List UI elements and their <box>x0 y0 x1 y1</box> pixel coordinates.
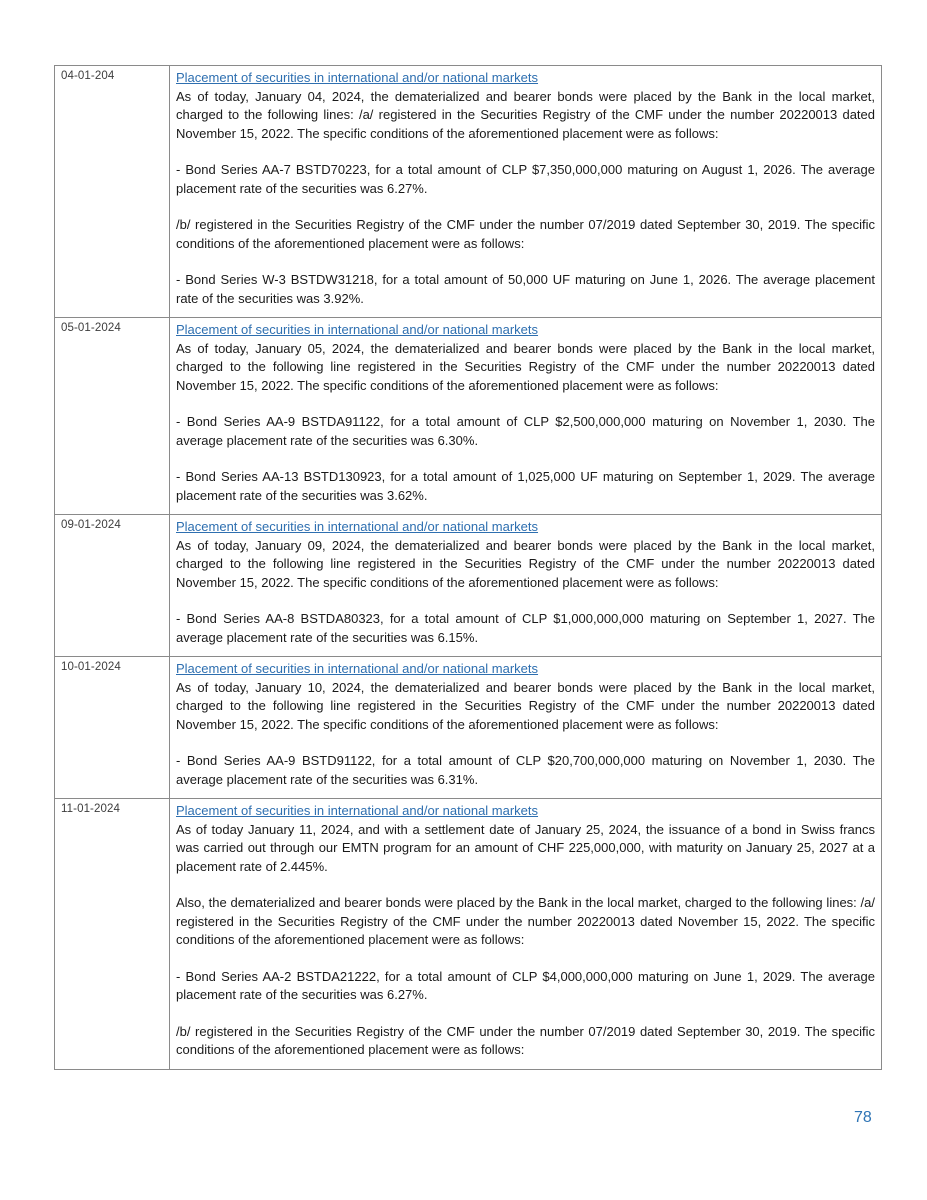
event-date: 09-01-2024 <box>55 515 170 657</box>
event-date: 11-01-2024 <box>55 799 170 1070</box>
event-date: 05-01-2024 <box>55 318 170 515</box>
table-row <box>55 799 882 1070</box>
event-date: 10-01-2024 <box>55 657 170 799</box>
table-row <box>55 657 882 799</box>
placement-link[interactable]: Placement of securities in international and/or national markets <box>176 322 539 337</box>
placement-link[interactable]: Placement of securities in international and/or national markets <box>176 803 539 818</box>
page-number: 78 <box>854 1109 872 1126</box>
table-row <box>55 66 882 318</box>
event-paragraph: As of today, January 09, 2024, the dematerialized and bearer bonds were placed by the Bank in the local market, charged to the following line registered in the Securities Registry of the CMF under the number 20220013 dated November 15, 2022. The specific conditions of the aforementioned placement were as follows: <box>176 537 875 590</box>
event-paragraph: - Bond Series AA-7 BSTD70223, for a total amount of CLP $7,350,000,000 maturing on August 1, 2026. The average placement rate of the securities was 6.27%. <box>176 162 875 196</box>
event-content <box>170 657 882 799</box>
event-content <box>170 318 882 515</box>
event-date: 04-01-204 <box>55 66 170 318</box>
event-paragraph: As of today, January 04, 2024, the dematerialized and bearer bonds were placed by the Bank in the local market, charged to the following lines: /a/ registered in the Securities Registry of the CMF under the number 20220013 dated November 15, 2022. The specific conditions of the aforementioned placement were as follows: <box>176 88 875 141</box>
material-events-table <box>54 65 882 1070</box>
placement-link[interactable]: Placement of securities in international and/or national markets <box>176 661 539 676</box>
event-paragraph: - Bond Series W-3 BSTDW31218, for a total amount of 50,000 UF maturing on June 1, 2026. The average placement rate of the securities was 3.92%. <box>176 272 875 306</box>
event-paragraph: Also, the dematerialized and bearer bonds were placed by the Bank in the local market, charged to the following lines: /a/ registered in the Securities Registry of the CMF under the number 20220013 dated November 15, 2022. The specific conditions of the aforementioned placement were as follows: <box>176 895 875 947</box>
event-paragraph: As of today, January 10, 2024, the dematerialized and bearer bonds were placed by the Bank in the local market, charged to the following line registered in the Securities Registry of the CMF under the number 20220013 dated November 15, 2022. The specific conditions of the aforementioned placement were as follows: <box>176 679 875 732</box>
event-paragraph: - Bond Series AA-8 BSTDA80323, for a total amount of CLP $1,000,000,000 maturing on September 1, 2027. The average placement rate of the securities was 6.15%. <box>176 611 875 645</box>
event-paragraph: - Bond Series AA-13 BSTD130923, for a total amount of 1,025,000 UF maturing on September 1, 2029. The average placement rate of the securities was 3.62%. <box>176 469 875 503</box>
event-paragraph: /b/ registered in the Securities Registry of the CMF under the number 07/2019 dated September 30, 2019. The specific conditions of the aforementioned placement were as follows: <box>176 1023 875 1057</box>
table-row <box>55 515 882 657</box>
event-content <box>170 515 882 657</box>
event-paragraph: - Bond Series AA-2 BSTDA21222, for a total amount of CLP $4,000,000,000 maturing on June 1, 2029. The average placement rate of the securities was 6.27%. <box>176 968 875 1002</box>
event-paragraph: /b/ registered in the Securities Registry of the CMF under the number 07/2019 dated September 30, 2019. The specific conditions of the aforementioned placement were as follows: <box>176 217 875 251</box>
placement-link[interactable]: Placement of securities in international and/or national markets <box>176 519 539 534</box>
table-row <box>55 318 882 515</box>
event-paragraph: As of today, January 05, 2024, the dematerialized and bearer bonds were placed by the Bank in the local market, charged to the following line registered in the Securities Registry of the CMF under the number 20220013 dated November 15, 2022. The specific conditions of the aforementioned placement were as follows: <box>176 340 875 393</box>
event-paragraph: As of today January 11, 2024, and with a settlement date of January 25, 2024, the issuance of a bond in Swiss francs was carried out through our EMTN program for an amount of CHF 225,000,000, with maturity on January 25, 2027 at a placement rate of 2.445%. <box>176 821 875 874</box>
placement-link[interactable]: Placement of securities in international and/or national markets <box>176 70 539 85</box>
event-content <box>170 799 882 1070</box>
event-content <box>170 66 882 318</box>
event-paragraph: - Bond Series AA-9 BSTD91122, for a total amount of CLP $20,700,000,000 maturing on November 1, 2030. The average placement rate of the securities was 6.31%. <box>176 753 875 787</box>
table-body <box>55 66 882 1070</box>
event-paragraph: - Bond Series AA-9 BSTDA91122, for a total amount of CLP $2,500,000,000 maturing on November 1, 2030. The average placement rate of the securities was 6.30%. <box>176 414 875 448</box>
